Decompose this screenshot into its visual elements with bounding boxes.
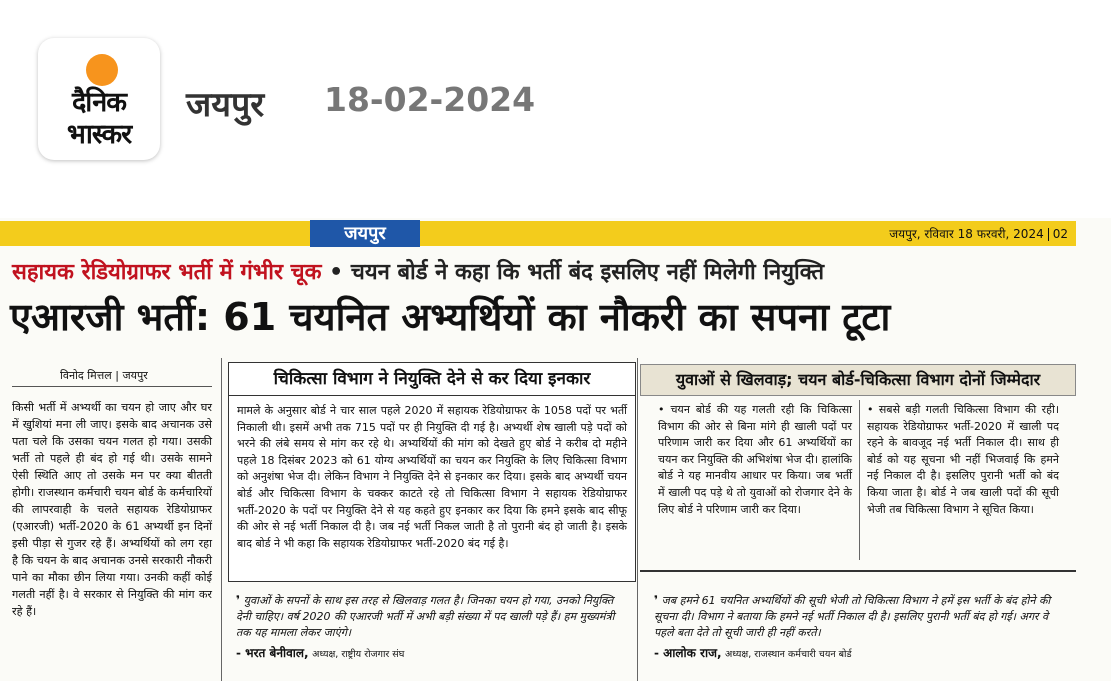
middle-quote-text: युवाओं के सपनों के साथ इस तरह से खिलवाड़ गलत है। जिनका चयन हो गया, उनको नियुक्ति देनी चाहिए। वर्ष 2020 की एआरजी भर्ती में अभी बड़ी संख्या में पद खाली पड़े हैं। हम मुख्यमंत्री तक यह मामला लेकर जाएंगे।: [236, 594, 615, 639]
headline: एआरजी भर्ती: 61 चयनित अभ्यर्थियों का नौकरी का सपना टूटा: [10, 295, 891, 339]
dateline-text: जयपुर, रविवार 18 फरवरी, 2024: [889, 227, 1044, 241]
section-bar: [0, 221, 1076, 246]
right-quote-name: - आलोक राज,: [654, 646, 722, 660]
middle-box-title: चिकित्सा विभाग ने नियुक्ति देने से कर दिया इनकार: [229, 363, 635, 396]
section-tag: जयपुर: [310, 220, 420, 247]
app-header: [0, 0, 1111, 200]
kicker-bullet: •: [329, 260, 344, 285]
kicker-red: सहायक रेडियोग्राफर भर्ती में गंभीर चूक: [12, 260, 322, 285]
logo-text-line1: दैनिक: [71, 87, 127, 118]
divider: [640, 570, 1076, 572]
middle-quote-attribution: [236, 645, 631, 663]
column-divider: [859, 400, 860, 560]
page-number: 02: [1052, 227, 1068, 241]
quote-mark-icon: ❜: [236, 593, 241, 607]
column-divider: [637, 358, 638, 681]
middle-quote-name: - भरत बेनीवाल,: [236, 646, 309, 660]
dateline: [889, 225, 1068, 242]
right-quote-role: अध्यक्ष, राजस्थान कर्मचारी चयन बोर्ड: [725, 649, 852, 660]
kicker: [12, 256, 824, 286]
column-divider: [221, 358, 222, 681]
middle-quote: [236, 592, 631, 663]
middle-quote-role: अध्यक्ष, राष्ट्रीय रोजगार संघ: [312, 649, 405, 660]
middle-box: [228, 362, 636, 582]
newspaper-clipping: [0, 218, 1111, 681]
right-quote-attribution: [654, 645, 1054, 663]
byline-name: विनोद मित्तल: [60, 369, 112, 382]
right-quote-text: जब हमने 61 चयनित अभ्यर्थियों की सूची भेजी तो चिकित्सा विभाग ने हमें इस भर्ती के बंद होने की सूचना दी। विभाग ने बताया कि हमने नई भर्ती निकाल दी है। इसलिए पुरानी भर्ती बंद हो गई। अगर वे पहले बता देते तो सूची जारी ही नहीं करते।: [654, 594, 1051, 639]
right-section-head: युवाओं से खिलवाड़; चयन बोर्ड-चिकित्सा विभाग दोनों जिम्मेदार: [640, 364, 1076, 396]
edition-city: जयपुर: [186, 85, 265, 125]
quote-mark-icon: ❜: [654, 593, 659, 607]
dateline-divider: [1048, 228, 1049, 241]
divider: [12, 386, 212, 387]
dainik-bhaskar-logo[interactable]: [38, 38, 160, 160]
logo-text-line2: भास्कर: [66, 119, 132, 150]
edition-date: 18-02-2024: [324, 80, 536, 119]
right-column-2: • सबसे बड़ी गलती चिकित्सा विभाग की रही। सहायक रेडियोग्राफर भर्ती-2020 में खाली पद रहने के बावजूद नई भर्ती निकाल दी। साथ ही बोर्ड को यह सूचना भी नहीं भिजवाई कि हमने नई निकाल दी है। इसलिए पुरानी भर्ती को बंद किया जाता है। बोर्ड ने जब खाली पदों की सूची भेजी तब चिकित्सा विभाग ने सूचित किया।: [867, 403, 1059, 516]
left-column-text: किसी भर्ती में अभ्यर्थी का चयन हो जाए और घर में खुशियां मना ली जाए। इसके बाद अचानक उसे पता चले कि उसका चयन गलत हो गया। उसकी भर्ती तो पहले ही बंद हो गई थी। उसके सामने ऐसी स्थिति आए तो उसके मन पर क्या बीतती होगी। राजस्थान कर्मचारी चयन बोर्ड के कर्मचारियों की लापरवाही के चलते सहायक रेडियोग्राफर (एआरजी) भर्ती-2020 के 61 अभ्यर्थी इन दिनों इसी पीड़ा से गुजर रहे हैं। अभ्यर्थियों को लग रहा है कि चयन के बाद अचानक उनसे सरकारी नौकरी पाने का मौका छीन लिया गया। उनकी कहीं कोई गलती नहीं है। वे सरकार से नियुक्ति की मांग कर रहे हैं।: [12, 401, 212, 618]
right-quote: [654, 592, 1054, 663]
kicker-rest: चयन बोर्ड ने कहा कि भर्ती बंद इसलिए नहीं मिलेगी नियुक्ति: [350, 260, 825, 285]
byline: विनोद मित्तल | जयपुर: [60, 369, 148, 382]
byline-place: जयपुर: [122, 369, 148, 382]
right-column-1: • चयन बोर्ड की यह गलती रही कि चिकित्सा विभाग की ओर से बिना मांगे ही खाली पदों पर परिणाम जारी कर दिया और 61 अभ्यर्थियों का चयन कर नियुक्ति की अभिशंषा भेज दी। हालांकि बोर्ड ने यह मानवीय आधार पर किया। जब भर्ती में खाली पद पड़े थे तो युवाओं को रोजगार देने के लिए बोर्ड ने परिणाम जारी कर दिया।: [658, 403, 852, 516]
middle-box-body: मामले के अनुसार बोर्ड ने चार साल पहले 2020 में सहायक रेडियोग्राफर के 1058 पदों पर भर्ती निकाली थी। इसमें अभी तक 715 पदों पर ही नियुक्ति दी गई है। अभ्यर्थी शेष खाली पड़े पदों को भरने की लंबे समय से मांग कर रहे थे। अभ्यर्थियों की मांग को देखते हुए बोर्ड ने करीब दो महीने पहले 18 दिसंबर 2023 को 61 योग्य अभ्यर्थियों का चयन कर नियुक्ति के लिए चिकित्सा विभाग को अनुशंषा भेज दी। लेकिन विभाग ने नियुक्ति देने से इनकार कर दिया। इसके बाद अभ्यर्थी चयन बोर्ड और चिकित्सा विभाग के चक्कर काटते रहे तो चिकित्सा विभाग ने सहायक रेडियोग्राफर भर्ती-2020 के पदों पर नियुक्ति देने से यह कहते हुए इनकार कर दिया कि हमने इसके बाद सीफू की ओर से नई भर्ती निकाल दी है। जब नई भर्ती निकल जाती है तो पुरानी बंद हो जाती है। इसके बाद बोर्ड ने भी कहा कि सहायक रेडियोग्राफर भर्ती-2020 बंद गई है।: [237, 404, 627, 550]
